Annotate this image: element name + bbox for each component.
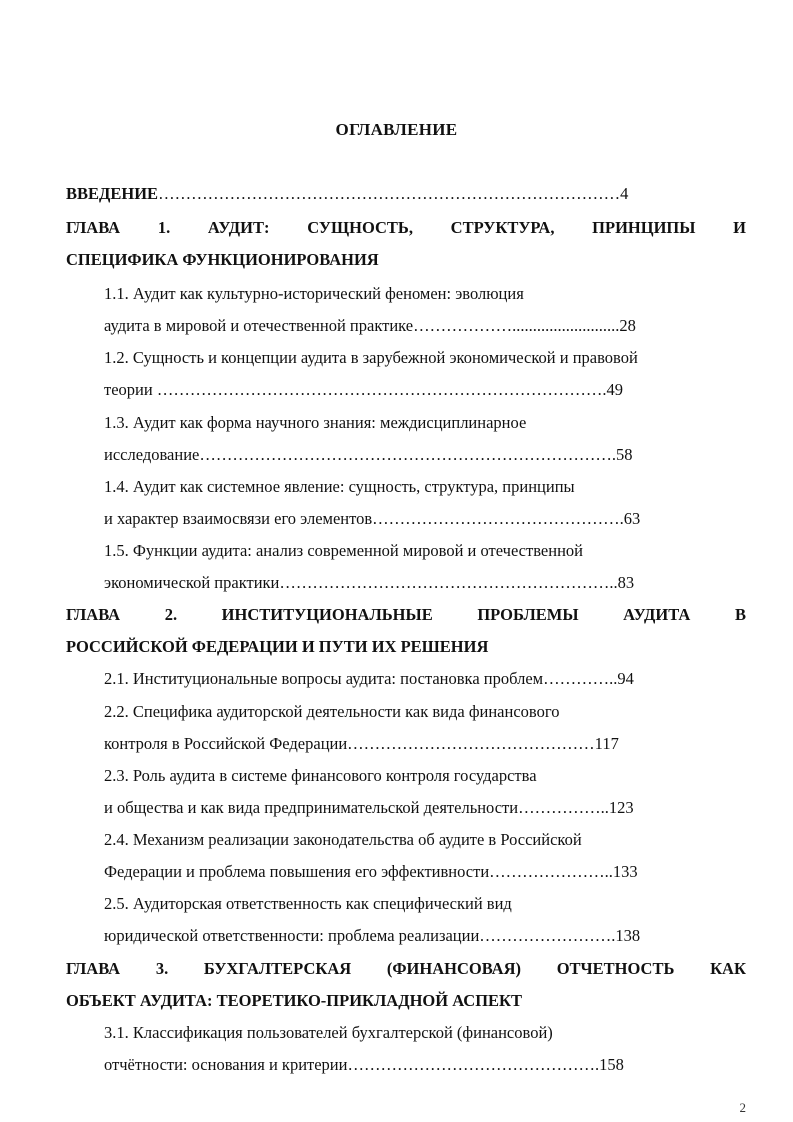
chapter-3-heading-line2: ОБЪЕКТ АУДИТА: ТЕОРЕТИКО-ПРИКЛАДНОЙ АСПЕКТ — [66, 991, 523, 1010]
toc-entry-2-3-line1: 2.3. Роль аудита в системе финансового контроля государства — [104, 766, 537, 785]
chapter-3-word: 3. — [155, 959, 169, 978]
chapter-2-word: В — [734, 605, 746, 624]
chapter-3-word: ГЛАВА — [66, 959, 121, 978]
page-number: 2 — [739, 1100, 746, 1115]
toc-entry-1-3-line1: 1.3. Аудит как форма научного знания: междисциплинарное — [104, 413, 527, 432]
toc-entry-intro-page: 4 — [620, 184, 629, 203]
chapter-3-heading-line1 — [66, 959, 746, 979]
toc-entry-2-2-line2: контроля в Российской Федерации………………………………………117 — [104, 734, 619, 753]
chapter-1-word: И — [733, 218, 746, 237]
chapter-1-word: АУДИТ: — [207, 218, 270, 237]
chapter-1-word: ПРИНЦИПЫ — [592, 218, 696, 237]
toc-entry-intro — [66, 184, 628, 204]
chapter-2-heading-line1 — [66, 605, 746, 625]
toc-entry-1-2-line1: 1.2. Сущность и концепции аудита в зарубежной экономической и правовой — [104, 348, 638, 367]
toc-entry-2-3-line2: и общества и как вида предпринимательской деятельности……………..123 — [104, 798, 634, 817]
toc-entry-3-1-line2: отчётности: основания и критерии……………………………………….158 — [104, 1055, 624, 1074]
toc-entry-1-1-line1: 1.1. Аудит как культурно-исторический феномен: эволюция — [104, 284, 524, 303]
chapter-2-word: АУДИТА — [623, 605, 691, 624]
toc-entry-1-2-line2: теории ……………………………………………………………………….49 — [104, 380, 623, 399]
toc-entry-1-3-line2: исследование………………………………………………………………….58 — [104, 445, 633, 464]
chapter-2-heading-line2: РОССИЙСКОЙ ФЕДЕРАЦИИ И ПУТИ ИХ РЕШЕНИЯ — [66, 637, 489, 656]
chapter-3-word: ОТЧЕТНОСТЬ — [556, 959, 675, 978]
toc-entry-2-5-line2: юридической ответственности: проблема реализации…………………….138 — [104, 926, 641, 945]
toc-entry-intro-dots: ………………………………………………………………………… — [158, 184, 621, 203]
chapter-2-word: 2. — [164, 605, 178, 624]
toc-entry-1-1-line2: аудита в мировой и отечественной практике………………..........................28 — [104, 316, 636, 335]
chapter-2-word: ИНСТИТУЦИОНАЛЬНЫЕ — [221, 605, 433, 624]
toc-entry-intro-text: ВВЕДЕНИЕ — [66, 184, 159, 203]
chapter-1-word: СТРУКТУРА, — [450, 218, 555, 237]
toc-entry-1-4-line2: и характер взаимосвязи его элементов……………………………………….63 — [104, 509, 641, 528]
chapter-1-heading-line2: СПЕЦИФИКА ФУНКЦИОНИРОВАНИЯ — [66, 250, 379, 269]
chapter-2-word: ПРОБЛЕМЫ — [477, 605, 579, 624]
chapter-3-word: (ФИНАНСОВАЯ) — [386, 959, 522, 978]
toc-entry-1-5-line2: экономической практики……………………………………………………..83 — [104, 573, 635, 592]
toc-entry-2-4-line2: Федерации и проблема повышения его эффективности…………………..133 — [104, 862, 638, 881]
toc-title: ОГЛАВЛЕНИЕ — [335, 120, 458, 139]
chapter-3-word: БУХГАЛТЕРСКАЯ — [203, 959, 352, 978]
chapter-3-word: КАК — [710, 959, 746, 978]
toc-entry-2-1-line1: 2.1. Институциональные вопросы аудита: постановка проблем…………..94 — [104, 669, 634, 688]
chapter-1-word: ГЛАВА — [66, 218, 121, 237]
toc-entry-3-1-line1: 3.1. Классификация пользователей бухгалтерской (финансовой) — [104, 1023, 553, 1042]
toc-entry-1-4-line1: 1.4. Аудит как системное явление: сущность, структура, принципы — [104, 477, 575, 496]
chapter-2-word: ГЛАВА — [66, 605, 121, 624]
toc-entry-1-5-line1: 1.5. Функции аудита: анализ современной мировой и отечественной — [104, 541, 583, 560]
toc-entry-2-4-line1: 2.4. Механизм реализации законодательства об аудите в Российской — [104, 830, 582, 849]
toc-entry-2-5-line1: 2.5. Аудиторская ответственность как специфический вид — [104, 894, 512, 913]
chapter-1-word: СУЩНОСТЬ, — [307, 218, 413, 237]
toc-entry-2-2-line1: 2.2. Специфика аудиторской деятельности как вида финансового — [104, 702, 560, 721]
chapter-1-heading-line1 — [66, 218, 746, 238]
chapter-1-word: 1. — [157, 218, 171, 237]
